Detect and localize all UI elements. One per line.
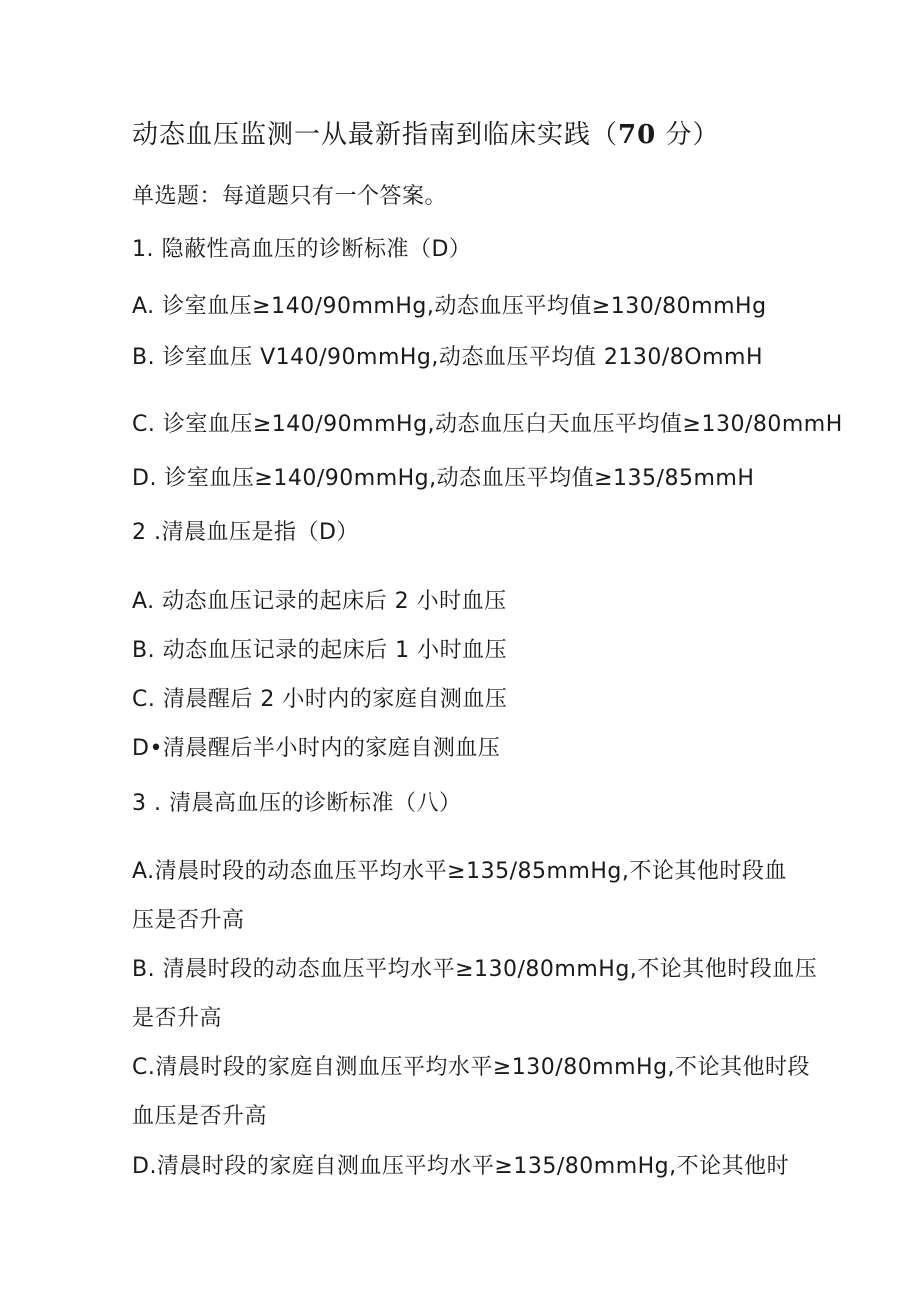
title-text: 动态血压监测一从最新指南到临床实践（ [132,120,619,150]
question-3-option-b: B. 清晨时段的动态血压平均水平≥130∕80mmHg,不论其他时段血压 [132,957,818,982]
question-1-option-d: D. 诊室血压≥140∕90mmHg,动态血压平均值≥135∕85mmH [132,466,755,491]
question-3-stem: 3 . 清晨高血压的诊断标准（八） [132,791,462,816]
question-3-option-c-cont: 血压是否升高 [132,1104,268,1129]
question-3-option-a: A.清晨时段的动态血压平均水平≥135/85mmHg,不论其他时段血 [132,859,787,884]
instruction-text: 单选题：每道题只有一个答案。 [132,184,448,209]
question-1-option-c: C. 诊室血压≥140∕90mmHg,动态血压白天血压平均值≥130∕80mmH [132,412,843,437]
page-title [132,120,719,150]
question-2-option-b: B. 动态血压记录的起床后 1 小时血压 [132,638,508,663]
question-2-stem: 2 .清晨血压是指（D） [132,520,359,545]
question-1-option-a: A. 诊室血压≥140∕90mmHg,动态血压平均值≥130∕80mmHg [132,294,767,319]
question-2-option-c: C. 清晨醒后 2 小时内的家庭自测血压 [132,687,508,712]
question-1-stem: 1. 隐蔽性高血压的诊断标准（D） [132,237,472,262]
question-3-option-c: C.清晨时段的家庭自测血压平均水平≥130∕80mmHg,不论其他时段 [132,1055,811,1080]
question-1-option-b: B. 诊室血压 V140∕90mmHg,动态血压平均值 2130/8OmmH [132,345,763,370]
question-3-option-b-cont: 是否升高 [132,1006,223,1031]
question-3-option-d: D.清晨时段的家庭自测血压平均水平≥135∕80mmHg,不论其他时 [132,1154,790,1179]
question-2-option-d: D•清晨醒后半小时内的家庭自测血压 [132,736,501,761]
title-suffix: 分） [656,120,720,150]
title-score: 70 [618,120,657,150]
question-2-option-a: A. 动态血压记录的起床后 2 小时血压 [132,589,507,614]
question-3-option-a-cont: 压是否升高 [132,908,245,933]
